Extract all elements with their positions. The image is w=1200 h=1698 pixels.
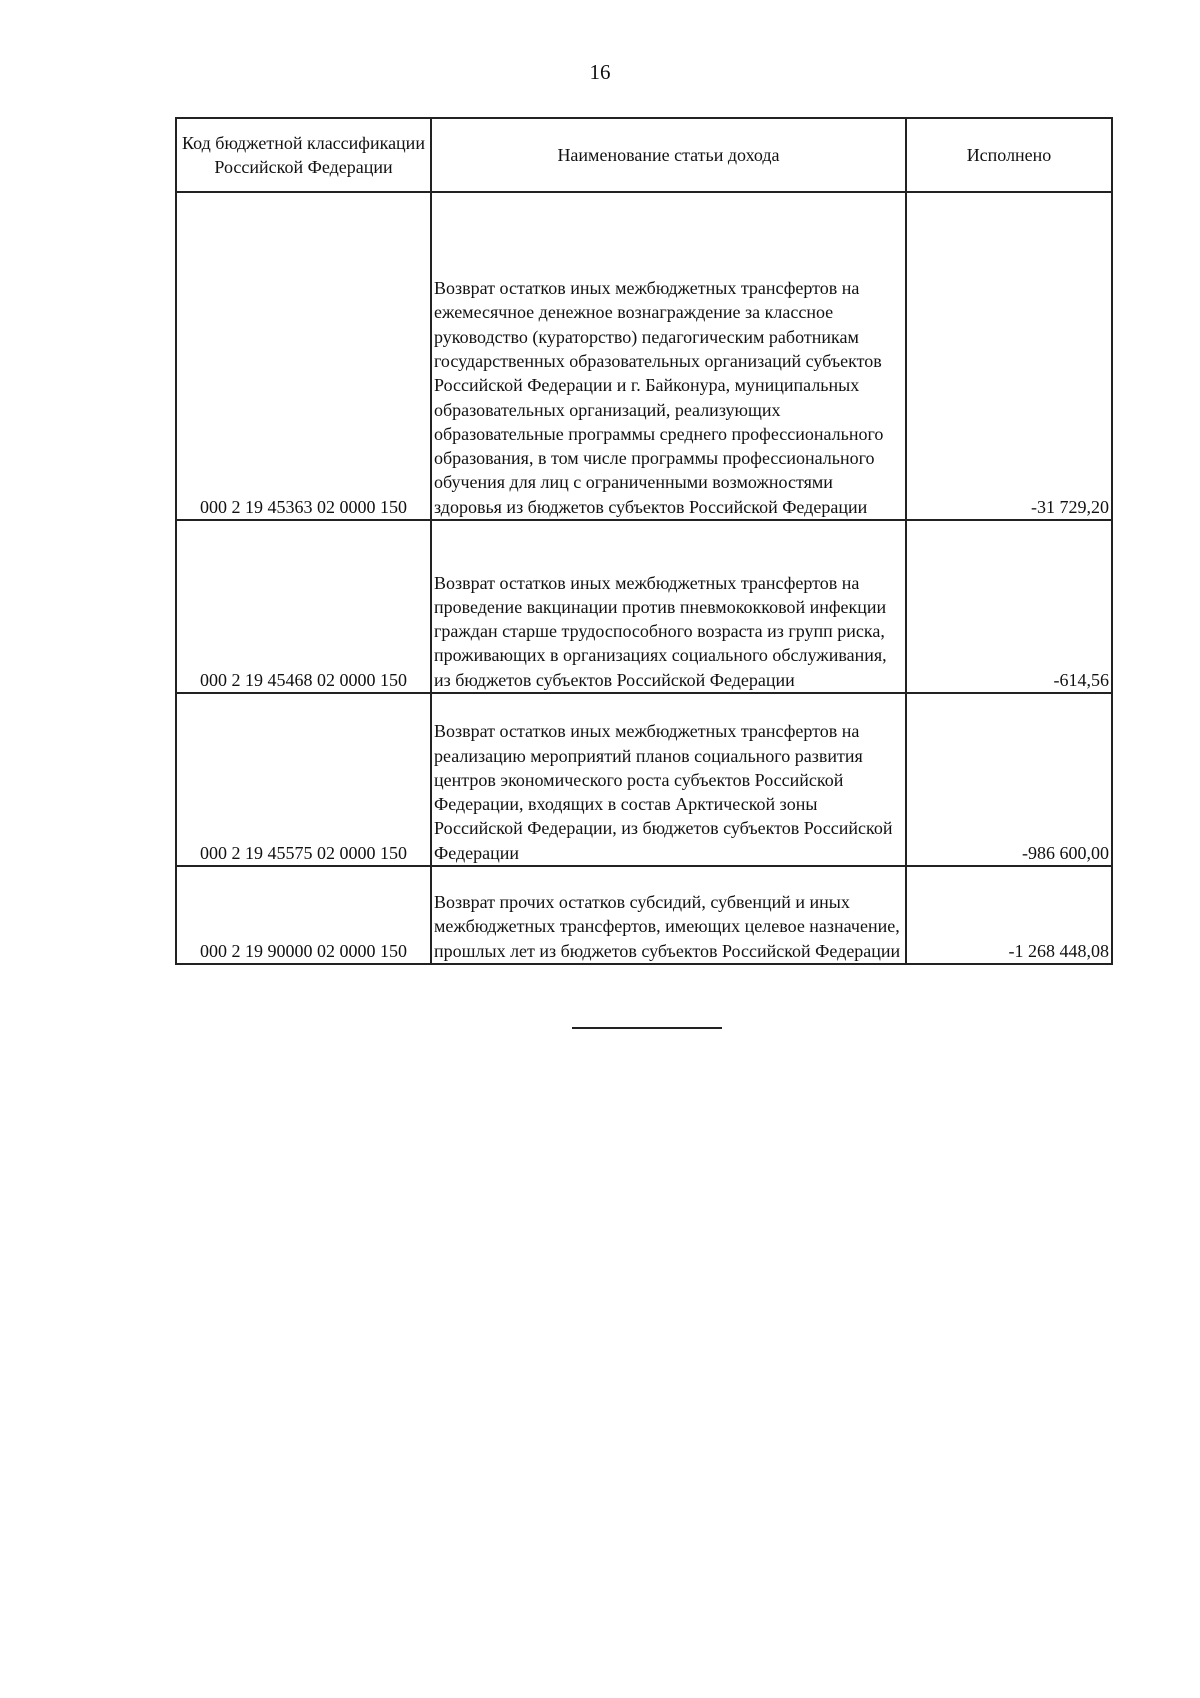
end-of-document-rule [572,1027,722,1029]
header-amount: Исполнено [906,118,1112,192]
amount-cell: -1 268 448,08 [906,866,1112,964]
revenue-name-cell: Возврат остатков иных межбюджетных трансфертов на проведение вакцинации против пневмококковой инфекции граждан старше трудоспособного возраста из групп риска, проживающих в организациях социального обслуживания, из бюджетов субъектов Российской Федерации [431,520,906,693]
header-name: Наименование статьи дохода [431,118,906,192]
amount-cell: -614,56 [906,520,1112,693]
table-header-row [176,118,1112,192]
table-row [176,192,1112,520]
budget-revenue-table [175,117,1113,965]
table-row [176,866,1112,964]
revenue-name-cell: Возврат прочих остатков субсидий, субвенций и иных межбюджетных трансфертов, имеющих целевое назначение, прошлых лет из бюджетов субъектов Российской Федерации [431,866,906,964]
budget-code-cell: 000 2 19 45468 02 0000 150 [176,520,431,693]
budget-code-cell: 000 2 19 45575 02 0000 150 [176,693,431,866]
amount-cell: -31 729,20 [906,192,1112,520]
amount-cell: -986 600,00 [906,693,1112,866]
header-code: Код бюджетной классификации Российской Федерации [176,118,431,192]
page-number: 16 [589,60,611,84]
table-row [176,693,1112,866]
budget-code-cell: 000 2 19 45363 02 0000 150 [176,192,431,520]
table-row [176,520,1112,693]
revenue-name-cell: Возврат остатков иных межбюджетных трансфертов на реализацию мероприятий планов социального развития центров экономического роста субъектов Российской Федерации, входящих в состав Арктической зоны Российской Федерации, из бюджетов субъектов Российской Федерации [431,693,906,866]
budget-code-cell: 000 2 19 90000 02 0000 150 [176,866,431,964]
revenue-name-cell: Возврат остатков иных межбюджетных трансфертов на ежемесячное денежное вознаграждение за классное руководство (кураторство) педагогическим работникам государственных образовательных организаций субъектов Российской Федерации и г. Байконура, муниципальных образовательных организаций, реализующих образовательные программы среднего профессионального образования, в том числе программы профессионального обучения для лиц с ограниченными возможностями здоровья из бюджетов субъектов Российской Федерации [431,192,906,520]
